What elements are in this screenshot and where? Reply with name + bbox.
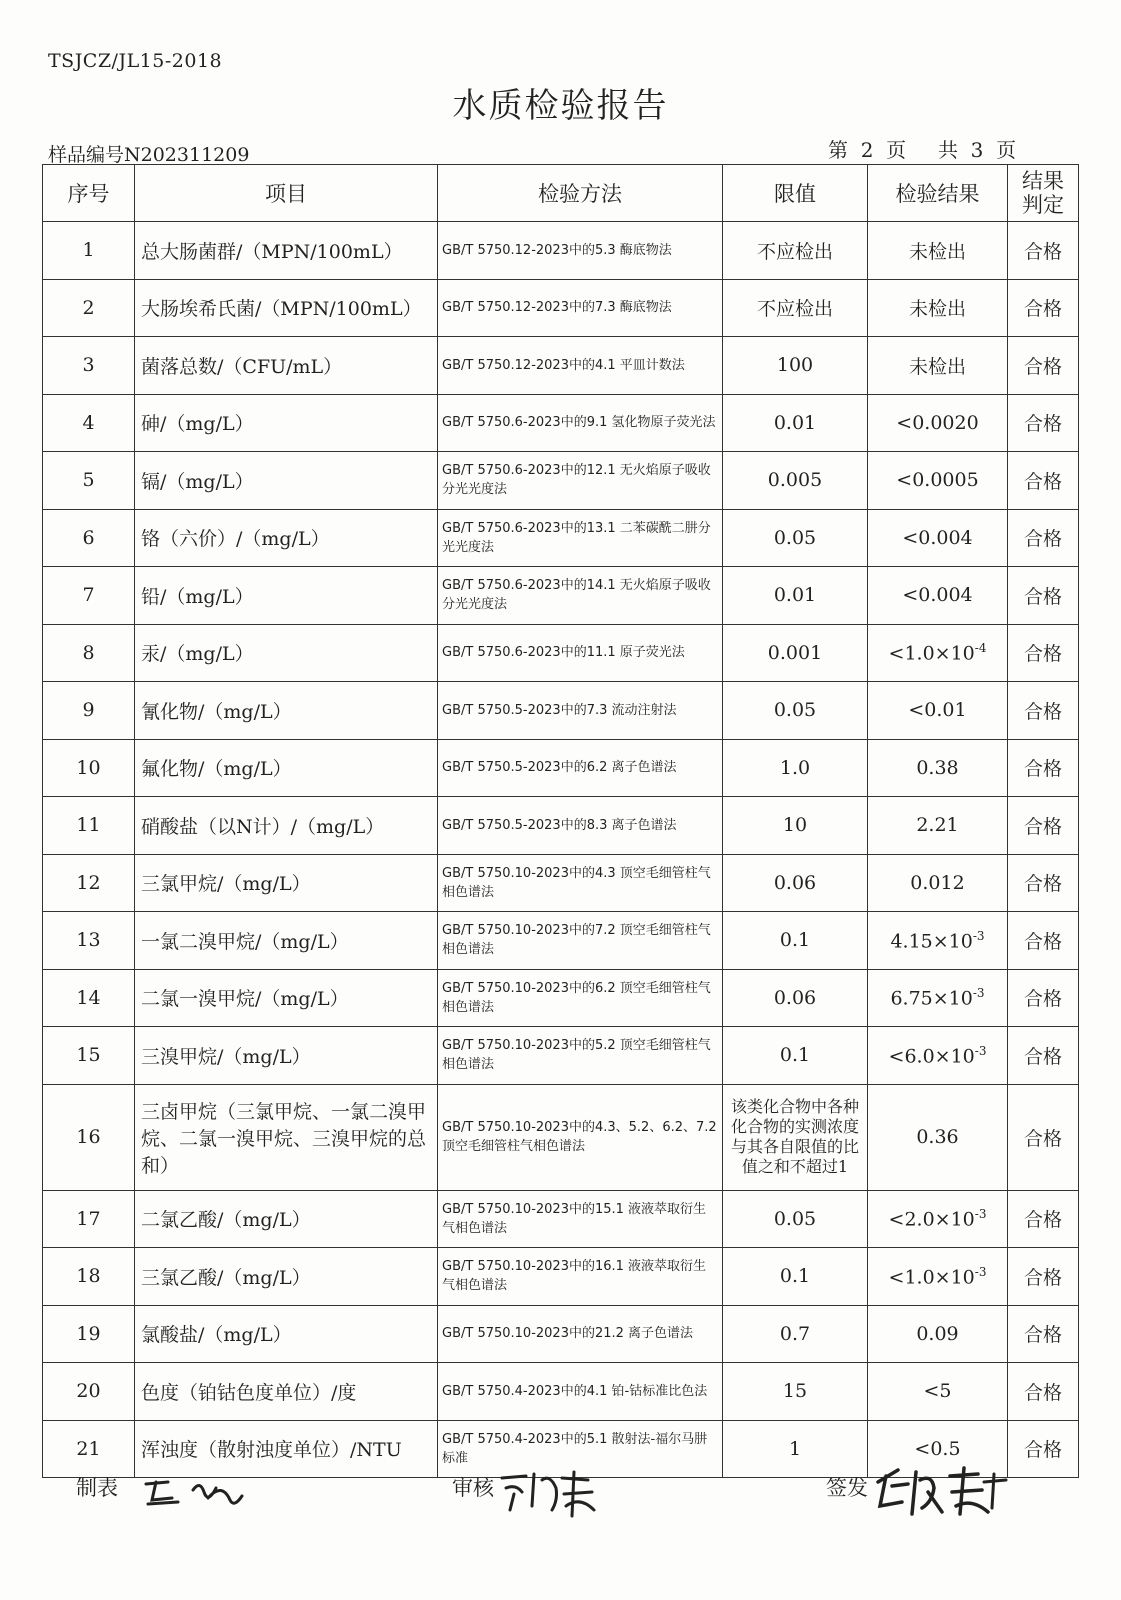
table-row bbox=[43, 969, 1079, 1027]
result-value: <2.0×10 bbox=[888, 1208, 975, 1231]
maker-signature bbox=[138, 1470, 248, 1514]
header-method: 检验方法 bbox=[438, 165, 723, 222]
inspection-table bbox=[42, 164, 1079, 1478]
cell-no: 19 bbox=[43, 1305, 135, 1363]
cell-no: 8 bbox=[43, 624, 135, 682]
cell-judge: 合格 bbox=[1008, 1248, 1079, 1306]
cell-item: 三卤甲烷（三氯甲烷、一氯二溴甲烷、二氯一溴甲烷、三溴甲烷的总和） bbox=[135, 1084, 438, 1190]
cell-judge: 合格 bbox=[1008, 624, 1079, 682]
result-value: 0.09 bbox=[916, 1322, 959, 1345]
cell-item: 总大肠菌群/（MPN/100mL） bbox=[135, 222, 438, 280]
result-value: <6.0×10 bbox=[888, 1044, 975, 1067]
cell-item: 二氯一溴甲烷/（mg/L） bbox=[135, 969, 438, 1027]
cell-result bbox=[868, 854, 1008, 912]
cell-result bbox=[868, 1248, 1008, 1306]
result-value: <0.0020 bbox=[896, 411, 979, 434]
table-row bbox=[43, 567, 1079, 625]
table-row bbox=[43, 912, 1079, 970]
table-row bbox=[43, 222, 1079, 280]
header-judge bbox=[1008, 165, 1079, 222]
cell-method: GB/T 5750.12-2023中的7.3 酶底物法 bbox=[438, 279, 723, 337]
cell-result bbox=[868, 279, 1008, 337]
cell-method: GB/T 5750.6-2023中的12.1 无火焰原子吸收分光光度法 bbox=[438, 452, 723, 510]
result-value: <0.004 bbox=[902, 526, 973, 549]
cell-result bbox=[868, 1084, 1008, 1190]
result-value: <0.0005 bbox=[896, 469, 979, 492]
cell-method: GB/T 5750.5-2023中的8.3 离子色谱法 bbox=[438, 797, 723, 855]
result-value: 0.012 bbox=[910, 871, 965, 894]
cell-judge: 合格 bbox=[1008, 394, 1079, 452]
cell-method: GB/T 5750.6-2023中的14.1 无火焰原子吸收分光光度法 bbox=[438, 567, 723, 625]
cell-method: GB/T 5750.10-2023中的4.3、5.2、6.2、7.2 顶空毛细管柱气相色谱法 bbox=[438, 1084, 723, 1190]
cell-limit: 0.05 bbox=[723, 682, 868, 740]
result-value: 6.75×10 bbox=[890, 987, 973, 1010]
cell-limit: 1 bbox=[723, 1420, 868, 1478]
cell-method: GB/T 5750.6-2023中的13.1 二苯碳酰二肼分光光度法 bbox=[438, 509, 723, 567]
table-row bbox=[43, 337, 1079, 395]
cell-item: 氟化物/（mg/L） bbox=[135, 739, 438, 797]
cell-result bbox=[868, 452, 1008, 510]
cell-judge: 合格 bbox=[1008, 1084, 1079, 1190]
issue-label: 签发 bbox=[826, 1476, 868, 1500]
result-exponent: -3 bbox=[974, 1043, 987, 1058]
cell-result bbox=[868, 624, 1008, 682]
result-value: <1.0×10 bbox=[888, 642, 975, 665]
table-header-row bbox=[43, 165, 1079, 222]
cell-judge: 合格 bbox=[1008, 1190, 1079, 1248]
result-value: <0.004 bbox=[902, 584, 973, 607]
cell-result bbox=[868, 337, 1008, 395]
cell-no: 7 bbox=[43, 567, 135, 625]
header-judge-line1: 结果 bbox=[1022, 169, 1064, 193]
cell-item: 镉/（mg/L） bbox=[135, 452, 438, 510]
cell-method: GB/T 5750.10-2023中的16.1 液液萃取衍生气相色谱法 bbox=[438, 1248, 723, 1306]
result-exponent: -3 bbox=[974, 1264, 987, 1279]
cell-judge: 合格 bbox=[1008, 1363, 1079, 1421]
cell-item: 菌落总数/（CFU/mL） bbox=[135, 337, 438, 395]
cell-no: 2 bbox=[43, 279, 135, 337]
table-row bbox=[43, 682, 1079, 740]
header-limit: 限值 bbox=[723, 165, 868, 222]
cell-no: 9 bbox=[43, 682, 135, 740]
result-value: <5 bbox=[923, 1380, 952, 1403]
cell-result bbox=[868, 567, 1008, 625]
cell-judge: 合格 bbox=[1008, 337, 1079, 395]
cell-result bbox=[868, 1305, 1008, 1363]
table-row bbox=[43, 452, 1079, 510]
cell-item: 三溴甲烷/（mg/L） bbox=[135, 1027, 438, 1085]
sample-number: 样品编号N202311209 bbox=[48, 144, 250, 166]
cell-limit: 0.06 bbox=[723, 969, 868, 1027]
table-row bbox=[43, 1305, 1079, 1363]
cell-limit: 1.0 bbox=[723, 739, 868, 797]
cell-judge: 合格 bbox=[1008, 1420, 1079, 1478]
cell-no: 3 bbox=[43, 337, 135, 395]
cell-result bbox=[868, 969, 1008, 1027]
cell-no: 14 bbox=[43, 969, 135, 1027]
table-row bbox=[43, 1248, 1079, 1306]
cell-method: GB/T 5750.10-2023中的7.2 顶空毛细管柱气相色谱法 bbox=[438, 912, 723, 970]
issuer-signature bbox=[872, 1462, 1012, 1524]
cell-item: 三氯甲烷/（mg/L） bbox=[135, 854, 438, 912]
cell-no: 16 bbox=[43, 1084, 135, 1190]
cell-no: 12 bbox=[43, 854, 135, 912]
cell-item: 铅/（mg/L） bbox=[135, 567, 438, 625]
cell-result bbox=[868, 912, 1008, 970]
made-label: 制表 bbox=[76, 1476, 118, 1500]
cell-item: 铬（六价）/（mg/L） bbox=[135, 509, 438, 567]
cell-limit: 该类化合物中各种化合物的实测浓度与其各自限值的比值之和不超过1 bbox=[723, 1084, 868, 1190]
cell-method: GB/T 5750.5-2023中的6.2 离子色谱法 bbox=[438, 739, 723, 797]
result-exponent: -3 bbox=[972, 928, 985, 943]
result-value: <0.5 bbox=[914, 1437, 961, 1460]
cell-item: 色度（铂钴色度单位）/度 bbox=[135, 1363, 438, 1421]
cell-judge: 合格 bbox=[1008, 912, 1079, 970]
result-value: 0.38 bbox=[916, 756, 959, 779]
cell-item: 硝酸盐（以N计）/（mg/L） bbox=[135, 797, 438, 855]
cell-method: GB/T 5750.10-2023中的15.1 液液萃取衍生气相色谱法 bbox=[438, 1190, 723, 1248]
cell-method: GB/T 5750.6-2023中的9.1 氢化物原子荧光法 bbox=[438, 394, 723, 452]
cell-limit: 不应检出 bbox=[723, 222, 868, 280]
cell-limit: 10 bbox=[723, 797, 868, 855]
cell-no: 21 bbox=[43, 1420, 135, 1478]
cell-judge: 合格 bbox=[1008, 1027, 1079, 1085]
cell-no: 13 bbox=[43, 912, 135, 970]
cell-method: GB/T 5750.4-2023中的4.1 铂-钴标准比色法 bbox=[438, 1363, 723, 1421]
cell-item: 汞/（mg/L） bbox=[135, 624, 438, 682]
cell-method: GB/T 5750.10-2023中的5.2 顶空毛细管柱气相色谱法 bbox=[438, 1027, 723, 1085]
document-code: TSJCZ/JL15-2018 bbox=[48, 50, 223, 72]
table-row bbox=[43, 1084, 1079, 1190]
cell-method: GB/T 5750.4-2023中的5.1 散射法-福尔马肼标准 bbox=[438, 1420, 723, 1478]
cell-result bbox=[868, 739, 1008, 797]
result-exponent: -4 bbox=[974, 641, 987, 656]
cell-no: 10 bbox=[43, 739, 135, 797]
page-info: 第 2 页 共 3 页 bbox=[828, 138, 1017, 162]
cell-limit: 15 bbox=[723, 1363, 868, 1421]
cell-no: 1 bbox=[43, 222, 135, 280]
result-exponent: -3 bbox=[974, 1207, 987, 1222]
cell-limit: 0.01 bbox=[723, 567, 868, 625]
result-value: 未检出 bbox=[908, 298, 966, 321]
result-value: 未检出 bbox=[908, 240, 966, 263]
cell-item: 浑浊度（散射浊度单位）/NTU bbox=[135, 1420, 438, 1478]
cell-result bbox=[868, 682, 1008, 740]
header-item: 项目 bbox=[135, 165, 438, 222]
cell-item: 砷/（mg/L） bbox=[135, 394, 438, 452]
cell-judge: 合格 bbox=[1008, 682, 1079, 740]
cell-no: 18 bbox=[43, 1248, 135, 1306]
cell-item: 氯酸盐/（mg/L） bbox=[135, 1305, 438, 1363]
report-title: 水质检验报告 bbox=[452, 86, 669, 126]
cell-result bbox=[868, 222, 1008, 280]
cell-limit: 100 bbox=[723, 337, 868, 395]
table-row bbox=[43, 1190, 1079, 1248]
table-row bbox=[43, 1027, 1079, 1085]
cell-limit: 0.06 bbox=[723, 854, 868, 912]
cell-no: 4 bbox=[43, 394, 135, 452]
cell-method: GB/T 5750.10-2023中的21.2 离子色谱法 bbox=[438, 1305, 723, 1363]
cell-no: 6 bbox=[43, 509, 135, 567]
cell-method: GB/T 5750.12-2023中的4.1 平皿计数法 bbox=[438, 337, 723, 395]
cell-limit: 0.1 bbox=[723, 1027, 868, 1085]
cell-judge: 合格 bbox=[1008, 509, 1079, 567]
cell-result bbox=[868, 797, 1008, 855]
cell-judge: 合格 bbox=[1008, 222, 1079, 280]
table-body bbox=[43, 222, 1079, 1478]
cell-no: 20 bbox=[43, 1363, 135, 1421]
result-value: <0.01 bbox=[908, 699, 967, 722]
cell-judge: 合格 bbox=[1008, 797, 1079, 855]
cell-limit: 0.01 bbox=[723, 394, 868, 452]
table-row bbox=[43, 394, 1079, 452]
result-value: 0.36 bbox=[916, 1126, 959, 1148]
header-no: 序号 bbox=[43, 165, 135, 222]
result-value: 4.15×10 bbox=[890, 929, 973, 952]
cell-judge: 合格 bbox=[1008, 452, 1079, 510]
result-value: 未检出 bbox=[908, 355, 966, 378]
result-value: <1.0×10 bbox=[888, 1265, 975, 1288]
cell-result bbox=[868, 1363, 1008, 1421]
cell-limit: 0.05 bbox=[723, 1190, 868, 1248]
cell-item: 三氯乙酸/（mg/L） bbox=[135, 1248, 438, 1306]
cell-method: GB/T 5750.5-2023中的7.3 流动注射法 bbox=[438, 682, 723, 740]
cell-limit: 0.005 bbox=[723, 452, 868, 510]
cell-limit: 0.05 bbox=[723, 509, 868, 567]
cell-limit: 0.7 bbox=[723, 1305, 868, 1363]
cell-method: GB/T 5750.10-2023中的6.2 顶空毛细管柱气相色谱法 bbox=[438, 969, 723, 1027]
cell-judge: 合格 bbox=[1008, 969, 1079, 1027]
table-row bbox=[43, 854, 1079, 912]
cell-result bbox=[868, 509, 1008, 567]
cell-judge: 合格 bbox=[1008, 739, 1079, 797]
cell-result bbox=[868, 1027, 1008, 1085]
reviewer-signature bbox=[496, 1466, 606, 1526]
cell-method: GB/T 5750.10-2023中的4.3 顶空毛细管柱气相色谱法 bbox=[438, 854, 723, 912]
cell-item: 氰化物/（mg/L） bbox=[135, 682, 438, 740]
cell-limit: 0.1 bbox=[723, 912, 868, 970]
cell-no: 15 bbox=[43, 1027, 135, 1085]
header-result: 检验结果 bbox=[868, 165, 1008, 222]
cell-limit: 0.001 bbox=[723, 624, 868, 682]
cell-no: 5 bbox=[43, 452, 135, 510]
review-label: 审核 bbox=[452, 1476, 494, 1500]
cell-limit: 0.1 bbox=[723, 1248, 868, 1306]
cell-no: 17 bbox=[43, 1190, 135, 1248]
cell-result bbox=[868, 394, 1008, 452]
cell-judge: 合格 bbox=[1008, 854, 1079, 912]
table-row bbox=[43, 1363, 1079, 1421]
result-value: 2.21 bbox=[916, 814, 959, 837]
cell-judge: 合格 bbox=[1008, 567, 1079, 625]
result-exponent: -3 bbox=[972, 986, 985, 1001]
cell-limit: 不应检出 bbox=[723, 279, 868, 337]
cell-item: 一氯二溴甲烷/（mg/L） bbox=[135, 912, 438, 970]
table-row bbox=[43, 797, 1079, 855]
header-judge-line2: 判定 bbox=[1022, 193, 1064, 217]
cell-method: GB/T 5750.6-2023中的11.1 原子荧光法 bbox=[438, 624, 723, 682]
table-row bbox=[43, 279, 1079, 337]
cell-item: 大肠埃希氏菌/（MPN/100mL） bbox=[135, 279, 438, 337]
table-row bbox=[43, 509, 1079, 567]
cell-judge: 合格 bbox=[1008, 279, 1079, 337]
cell-no: 11 bbox=[43, 797, 135, 855]
cell-item: 二氯乙酸/（mg/L） bbox=[135, 1190, 438, 1248]
cell-judge: 合格 bbox=[1008, 1305, 1079, 1363]
table-row bbox=[43, 624, 1079, 682]
cell-result bbox=[868, 1190, 1008, 1248]
table-row bbox=[43, 739, 1079, 797]
cell-method: GB/T 5750.12-2023中的5.3 酶底物法 bbox=[438, 222, 723, 280]
